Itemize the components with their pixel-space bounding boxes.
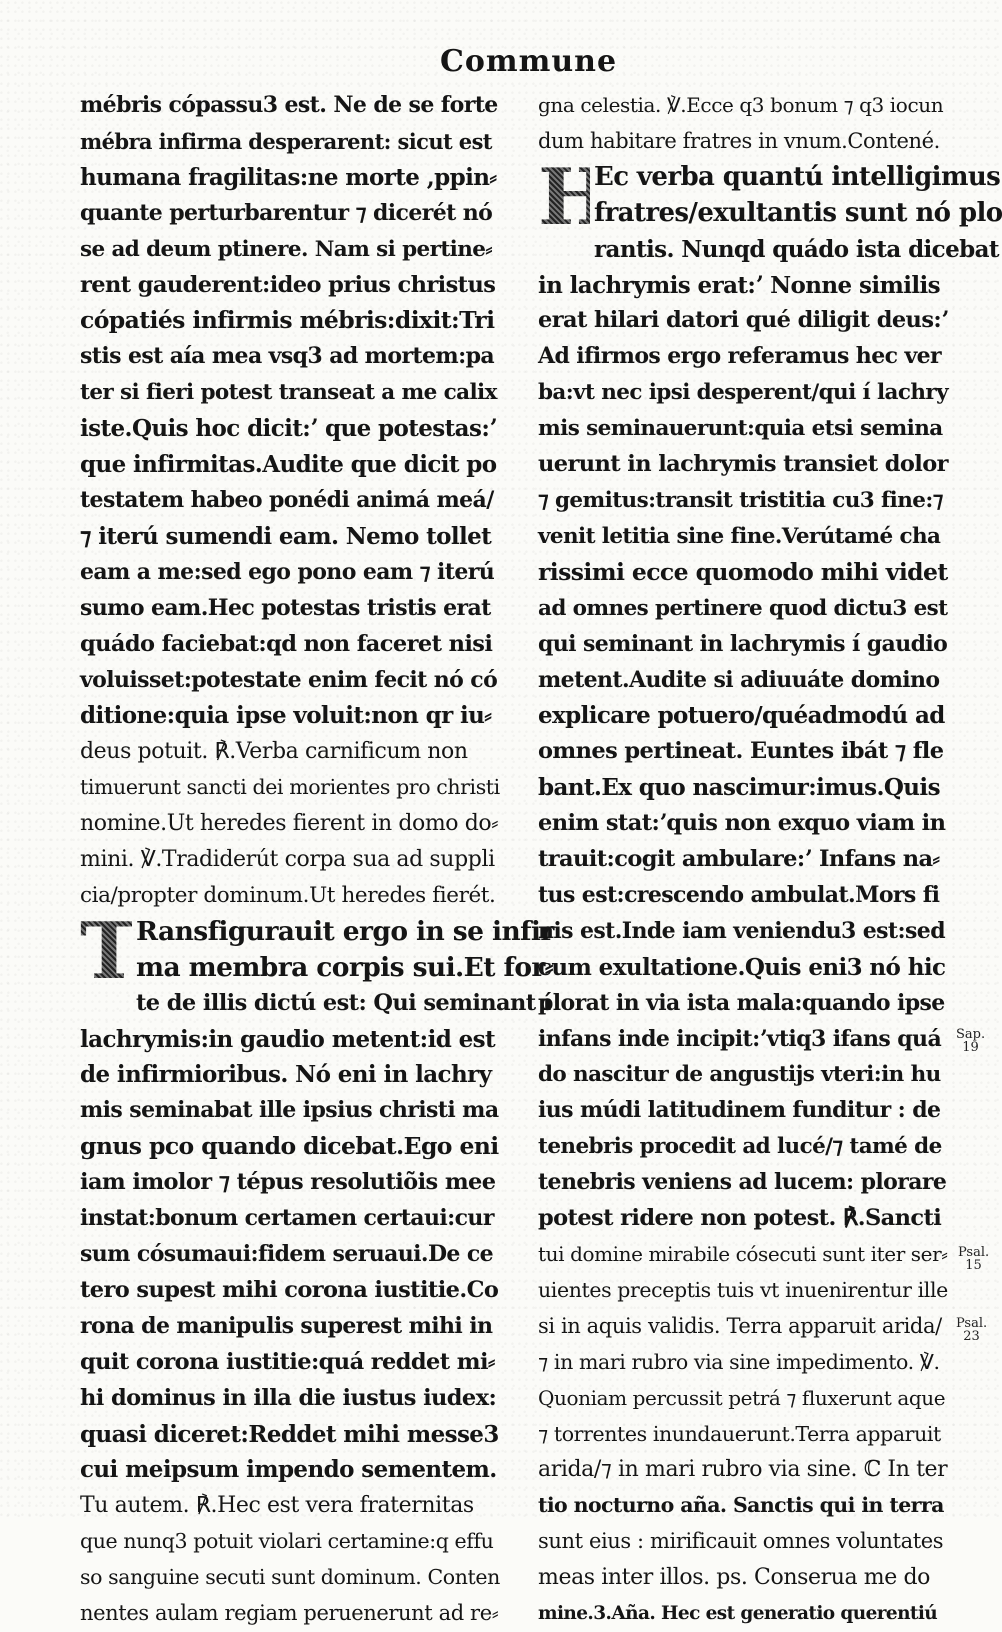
text-line: potest ridere non potest. ℟.Sancti <box>538 1205 942 1232</box>
text-line: mébris cópassu3 est. Ne de se forte <box>80 92 498 118</box>
text-line: sum cósumaui:fidem seruaui.De ce <box>80 1241 494 1267</box>
text-line: ad omnes pertinere quod dictu3 est <box>538 595 948 621</box>
text-line: rona de manipulis superest mihi in <box>80 1312 493 1339</box>
text-line: so sanguine secuti sunt dominum. Conten <box>80 1565 500 1590</box>
text-line: gna celestia. ℣.Ecce q3 bonum ⁊ q3 iocun <box>538 93 944 117</box>
text-line: iam imolor ⁊ tépus resolutiõis mee <box>80 1169 496 1196</box>
text-line: sunt eius : mirificauit omnes voluntates <box>538 1529 944 1554</box>
text-line: que nunq3 potuit violari certamine:q effu <box>80 1529 494 1554</box>
text-line: eam a me:sed ego pono eam ⁊ iterú <box>80 558 495 585</box>
text-line: tui domine mirabile cósecuti sunt iter ser⸗ <box>538 1242 948 1266</box>
text-line: tio nocturno aña. Sanctis qui in terra <box>538 1493 944 1518</box>
text-line: uerunt in lachrymis transiet dolor <box>538 451 948 478</box>
text-line: ius múdi latitudinem funditur : de <box>538 1097 941 1124</box>
margin-note-psal-23: Psal. 23 <box>956 1316 988 1344</box>
text-line: quádo faciebat:qd non faceret nisi <box>80 630 493 657</box>
text-line: mis seminabat ille ipsius christi ma <box>80 1097 499 1124</box>
text-line: que infirmitas.Audite que dicit po <box>80 451 497 479</box>
text-line: timuerunt sancti dei morientes pro christi <box>80 775 500 800</box>
left-column <box>80 88 554 1632</box>
text-line: ⁊ iterú sumendi eam. Nemo tollet <box>80 522 492 550</box>
text-line: nis est.Inde iam veniendu3 est:sed <box>538 917 945 944</box>
text-line: cum exultatione.Quis eni3 nó hic <box>538 953 946 981</box>
decorated-initial: H <box>538 151 612 243</box>
text-line: ba:vt nec ipsi desperent/qui í lachry <box>538 380 949 406</box>
text-line: se ad deum ptinere. Nam si pertine⸗ <box>80 236 492 262</box>
text-line: tenebris procedit ad lucé/⁊ tamé de <box>538 1134 942 1160</box>
text-line: quante perturbarentur ⁊ dicerét nó <box>80 199 493 226</box>
text-line: de infirmioribus. Nó eni in lachry <box>80 1061 492 1089</box>
text-line: cópatiés infirmis mébris:dixit:Tri <box>80 306 495 335</box>
text-line: stis est aía mea vsq3 ad mortem:pa <box>80 343 495 370</box>
text-line: mébra infirma desperarent: sicut est <box>80 128 492 154</box>
text-line: dum habitare fratres in vnum.Contené. <box>538 128 940 153</box>
text-line: mini. ℣.Tradiderút corpa sua ad suppli <box>80 847 495 873</box>
text-line: erat hilari datori qué diligit deus:ʼ <box>538 307 949 334</box>
text-line: rantis. Nunqd quádo ista dicebat <box>594 235 999 263</box>
text-line: omnes pertineat. Euntes ibát ⁊ fle <box>538 738 944 765</box>
text-line: explicare potuero/quéadmodú ad <box>538 702 945 730</box>
text-line: ditione:quia ipse voluit:non qr iu⸗ <box>80 702 492 730</box>
running-header: Commune <box>440 44 618 79</box>
text-line: si in aquis validis. Terra apparuit arida/ <box>538 1313 942 1338</box>
text-line: qui seminant in lachrymis í gaudio <box>538 630 948 657</box>
text-line: deus potuit. ℟.Verba carnificum non <box>80 739 468 765</box>
text-line: Quoniam percussit petrá ⁊ fluxerunt aque <box>538 1385 946 1410</box>
text-line: cui meipsum impendo sementem. <box>80 1456 497 1484</box>
text-line: instat:bonum certamen certaui:cur <box>80 1205 494 1232</box>
text-line: iste.Quis hoc dicit:ʼ que potestas:ʼ <box>80 415 497 443</box>
text-line: ⁊ gemitus:transit tristitia cu3 fine:⁊ <box>538 487 943 513</box>
text-line: venit letitia sine fine.Verútamé cha <box>538 523 941 549</box>
text-line: uientes preceptis tuis vt inuenirentur ille <box>538 1277 948 1302</box>
text-line: nomine.Ut heredes fierent in domo do⸗ <box>80 811 499 837</box>
text-line: ma membra corpis sui.Et for⸗ <box>136 951 553 983</box>
text-line: sumo eam.Hec potestas tristis erat <box>80 594 491 621</box>
text-line: Ransfigurauit ergo in se infir <box>136 915 554 947</box>
text-line: voluisset:potestate enim fecit nó có <box>80 666 498 693</box>
margin-note-sap: Sap. 19 <box>956 1027 986 1055</box>
text-line: mine.3.Aña. Hec est generatio querentiú <box>538 1603 938 1625</box>
text-line: mis seminauerunt:quia etsi semina <box>538 416 943 442</box>
text-line: ⁊ torrentes inundauerunt.Terra apparuit <box>538 1421 941 1446</box>
text-line: bant.Ex quo nascimur:imus.Quis <box>538 774 940 802</box>
text-line: infans inde incipit:ʼvtiq3 ifans quá <box>538 1025 942 1052</box>
text-line: rent gauderent:ideo prius christus <box>80 271 496 298</box>
text-line: metent.Audite si adiuuáte domino <box>538 666 940 693</box>
decorated-initial: T <box>80 905 138 997</box>
text-line: ter si fieri potest transeat a me calix <box>80 380 497 406</box>
text-line: tero supest mihi corona iustitie.Co <box>80 1276 499 1303</box>
text-line: trauit:cogit ambulare:ʼ Infans na⸗ <box>538 846 940 873</box>
text-line: in lachrymis erat:ʼ Nonne similis <box>538 271 940 299</box>
text-line: do nascitur de angustijs vteri:in hu <box>538 1062 941 1088</box>
text-line: nentes aulam regiam peruenerunt ad re⸗ <box>80 1601 499 1626</box>
text-line: Tu autem. ℟.Hec est vera fraternitas <box>80 1493 474 1519</box>
text-line: arida/⁊ in mari rubro via sine. ℂ In ter <box>538 1457 948 1483</box>
text-line: gnus pco quando dicebat.Ego eni <box>80 1132 499 1161</box>
text-line: enim stat:ʼquis non exquo viam in <box>538 810 946 837</box>
text-line: quasi diceret:Reddet mihi messe3 <box>80 1420 499 1448</box>
text-line: humana fragilitas:ne morte ,ppin⸗ <box>80 163 497 191</box>
text-line: fratres/exultantis sunt nó plo <box>594 197 1002 228</box>
text-line: hi dominus in illa die iustus iudex: <box>80 1384 497 1411</box>
margin-note-psal-15: Psal. 15 <box>958 1245 990 1273</box>
text-line: Ad ifirmos ergo referamus hec ver <box>538 343 942 370</box>
text-line: plorat in via ista mala:quando ipse <box>538 989 945 1016</box>
text-line: ⁊ in mari rubro via sine impedimento. ℣. <box>538 1349 940 1374</box>
text-line: testatem habeo ponédi animá meá/ <box>80 486 494 513</box>
text-line: tenebris veniens ad lucem: plorare <box>538 1169 947 1196</box>
text-line: Ec verba quantú intelligimus <box>594 161 1001 192</box>
text-line: te de illis dictú est: Qui seminant í <box>136 989 551 1016</box>
text-line: rissimi ecce quomodo mihi videt <box>538 557 948 586</box>
text-line: cia/propter dominum.Ut heredes fierét. <box>80 882 496 908</box>
text-line: meas inter illos. ps. Conserua me do <box>538 1565 930 1591</box>
text-line: lachrymis:in gaudio metent:id est <box>80 1025 495 1053</box>
text-line: quit corona iustitie:quá reddet mi⸗ <box>80 1348 495 1375</box>
text-line: tus est:crescendo ambulat.Mors fi <box>538 881 940 908</box>
